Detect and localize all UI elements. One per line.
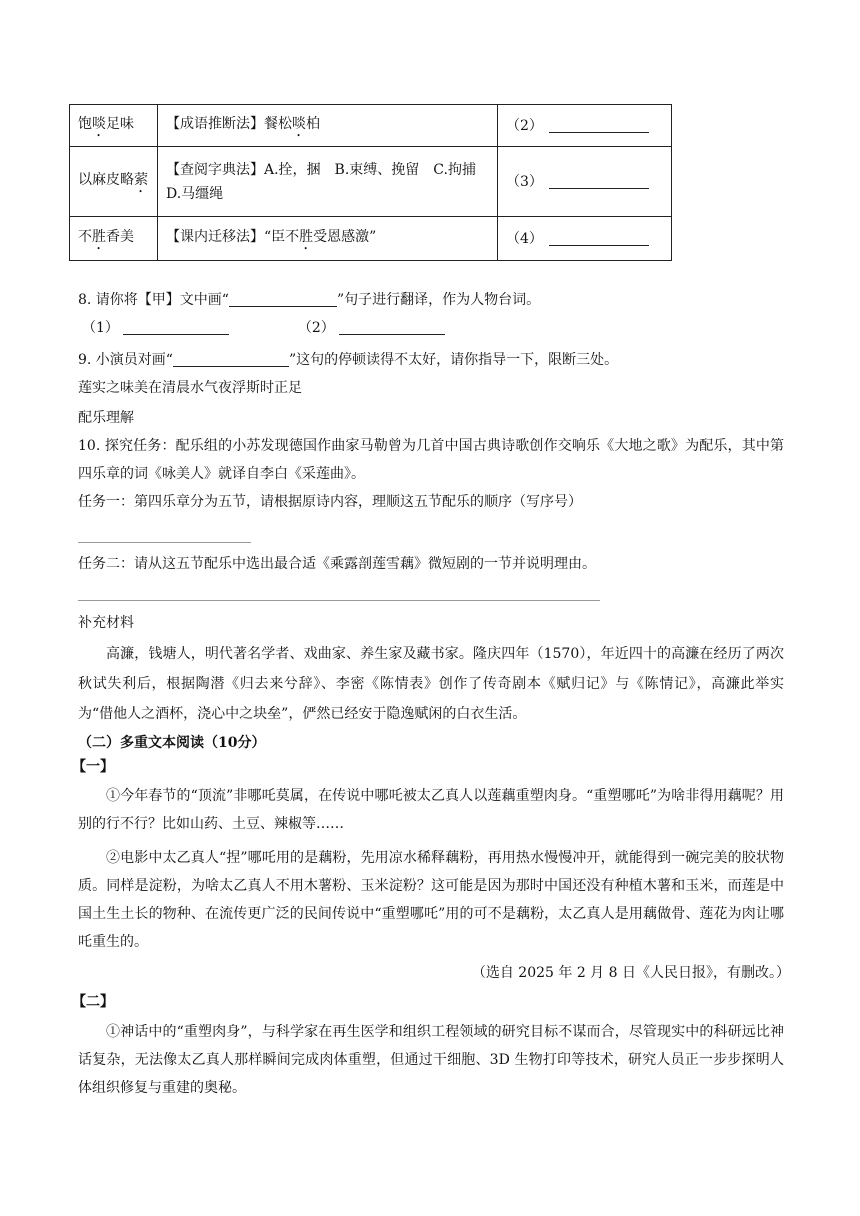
question-10-task2: 任务二：请从这五节配乐中选出最合适《乘露剖莲雪藕》微短剧的一节并说明理由。	[78, 556, 596, 572]
table-row	[70, 105, 672, 147]
answer-blank[interactable]	[549, 118, 649, 133]
table-cell-answer[interactable]: （4）	[498, 217, 672, 261]
text-paragraph: ①今年春节的“顶流”非哪吒莫属，在传说中哪吒被太乙真人以莲藕重塑肉身。“重塑哪吒”为啥非得用藕呢？用别的行不行？比如山药、土豆、辣椒等……	[78, 788, 784, 832]
table-row	[70, 217, 672, 261]
text-paragraph: ②电影中太乙真人“捏”哪吒用的是藕粉，先用凉水稀释藕粉，再用热水慢慢冲开，就能得到一碗完美的胶状物质。同样是淀粉，为啥太乙真人不用木薯粉、玉米淀粉？这可能是因为那时中国还没有种植木薯和玉米，而莲是中国土生土长的物种、在流传更广泛的民间传说中“重塑哪吒”用的可不是藕粉，太乙真人是用藕做骨、莲花为肉让哪吒重生的。	[78, 850, 784, 950]
answer-line[interactable]	[78, 600, 600, 601]
answer-blank[interactable]	[123, 322, 229, 335]
question-10: 10. 探究任务：配乐组的小苏发现德国作曲家马勒曾为几首中国古典诗歌创作交响乐《大地之歌》为配乐，其中第四乐章的词《咏美人》就译自李白《采莲曲》。 任务一：第四乐章分为五节，请根据原诗内容，理顺这五节配乐的顺序（写序号）	[78, 438, 784, 510]
table-cell-word: 饱啖足味	[70, 105, 158, 147]
section-heading: 配乐理解	[78, 410, 134, 426]
table-cell-word: 不胜香美	[70, 217, 158, 261]
subsection-heading: 【二】	[72, 994, 114, 1010]
question-9-sentence: 莲实之味美在清晨水气夜浮斯时正足	[78, 380, 302, 396]
answer-blank[interactable]	[549, 231, 649, 246]
table-cell-answer[interactable]: （2）	[498, 105, 672, 147]
table-cell-word: 以麻皮略萦	[70, 147, 158, 217]
answer-blank[interactable]	[339, 322, 445, 335]
table-cell-method: 【查阅字典法】A.拴，捆 B.束缚、挽留 C.拘捕 D.马缰绳	[158, 147, 498, 217]
text-paragraph: ①神话中的“重塑肉身”，与科学家在再生医学和组织工程领域的研究目标不谋而合，尽管现实中的科研远比神话复杂，无法像太乙真人那样瞬间完成肉体重塑，但通过干细胞、3D 生物打印等技术，研究人员正一步步探明人体组织修复与重建的奥秘。	[78, 1024, 784, 1096]
table-cell-method: 【成语推断法】餐松啖柏	[158, 105, 498, 147]
answer-blank[interactable]	[549, 174, 649, 189]
question-9: 9. 小演员对画“ ”这句的停顿读得不太好，请你指导一下，限断三处。	[78, 352, 619, 368]
subsection-heading: 【一】	[72, 759, 114, 775]
answer-line[interactable]	[78, 542, 251, 543]
table-cell-method: 【课内迁移法】“臣不胜受恩感激”	[158, 217, 498, 261]
section-heading: （二）多重文本阅读（10分）	[78, 735, 266, 751]
vocab-table	[69, 104, 672, 261]
table-cell-answer[interactable]: （3）	[498, 147, 672, 217]
question-8-answers[interactable]: （1） （2）	[82, 318, 445, 338]
section-heading: 补充材料	[78, 615, 134, 631]
source-citation: （选自 2025 年 2 月 8 日《人民日报》，有删改。）	[471, 965, 790, 981]
table-row	[70, 147, 672, 217]
question-8: 8. 请你将【甲】文中画“ ”句子进行翻译，作为人物台词。	[78, 292, 541, 308]
supplement-paragraph: 高濂，钱塘人，明代著名学者、戏曲家、养生家及藏书家。隆庆四年（1570），年近四十的高濂在经历了两次秋试失利后，根据陶潜《归去来兮辞》、李密《陈情表》创作了传奇剧本《赋归记》与《陈情记》，高濂此举实为“借他人之酒杯，浇心中之块垒”，俨然已经安于隐逸赋闲的白衣生活。	[78, 646, 784, 722]
